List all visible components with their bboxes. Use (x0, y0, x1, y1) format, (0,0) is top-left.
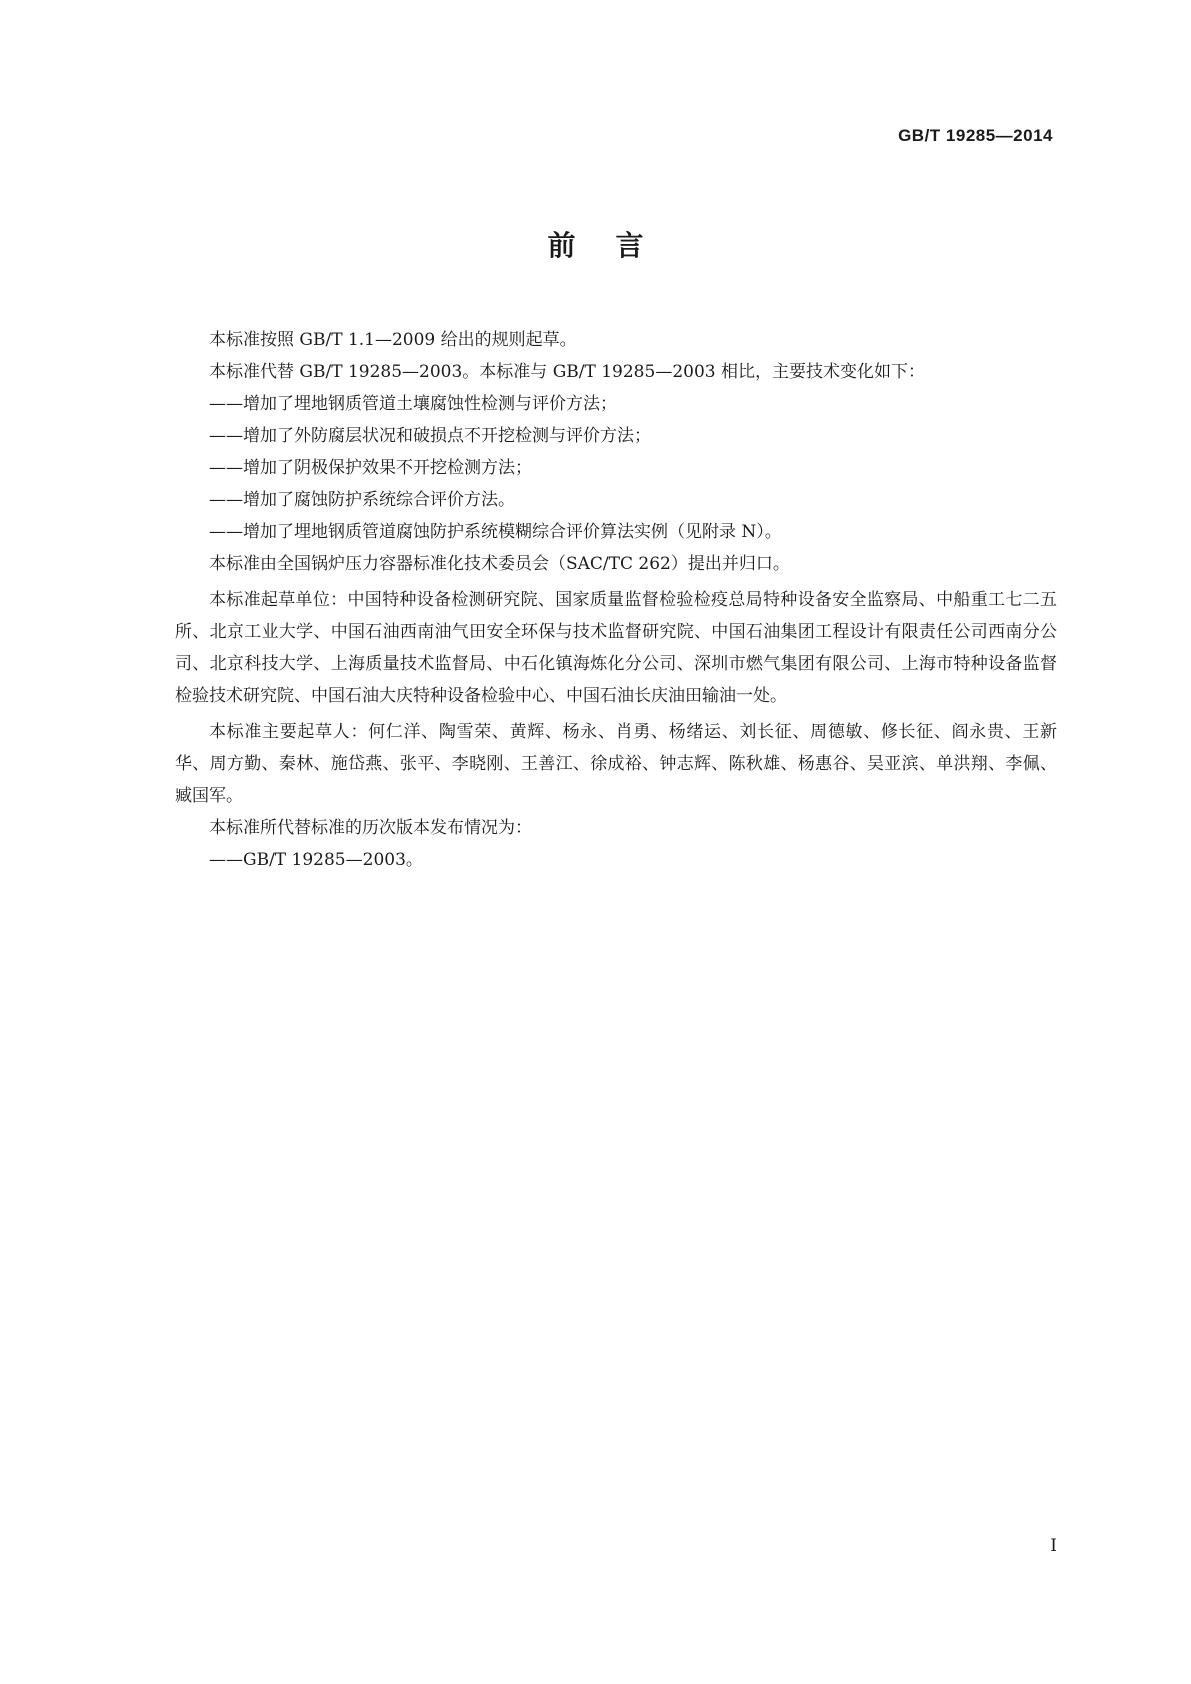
paragraph-drafters: 本标准主要起草人：何仁洋、陶雪荣、黄辉、杨永、肖勇、杨绪运、刘长征、周德敏、修长征、阎永贵、王新华、周方勤、秦林、施岱燕、张平、李晓刚、王善江、徐成裕、钟志辉、陈秋雄、杨惠谷、吴亚滨、单洪翔、李佩、臧国军。 (175, 722, 1057, 806)
foreword-body (175, 328, 1057, 880)
change-item: ——增加了外防腐层状况和破损点不开挖检测与评价方法； (209, 426, 651, 446)
paragraph-replacement: 本标准代替 GB/T 19285—2003。本标准与 GB/T 19285—2003 相比，主要技术变化如下： (209, 362, 925, 382)
paragraph-drafting-rules: 本标准按照 GB/T 1.1—2009 给出的规则起草。 (209, 330, 577, 350)
change-item: ——增加了腐蚀防护系统综合评价方法。 (209, 490, 515, 510)
paragraph-proposer: 本标准由全国锅炉压力容器标准化技术委员会（SAC/TC 262）提出并归口。 (209, 554, 790, 574)
change-item: ——增加了埋地钢质管道土壤腐蚀性检测与评价方法； (209, 394, 617, 414)
page-number: I (1050, 1536, 1057, 1556)
change-item: ——增加了埋地钢质管道腐蚀防护系统模糊综合评价算法实例（见附录 N）。 (209, 522, 782, 542)
paragraph-drafting-units: 本标准起草单位：中国特种设备检测研究院、国家质量监督检验检疫总局特种设备安全监察局、中船重工七二五所、北京工业大学、中国石油西南油气田安全环保与技术监督研究院、中国石油集团工程设计有限责任公司西南分公司、北京科技大学、上海质量技术监督局、中石化镇海炼化分公司、深圳市燃气集团有限公司、上海市特种设备监督检验技术研究院、中国石油大庆特种设备检验中心、中国石油长庆油田输油一处。 (175, 590, 1057, 706)
history-item: ——GB/T 19285—2003。 (209, 850, 423, 870)
standard-code: GB/T 19285—2014 (898, 126, 1053, 145)
paragraph-history-intro: 本标准所代替标准的历次版本发布情况为： (209, 818, 532, 838)
page-title: 前言 (547, 229, 684, 262)
change-item: ——增加了阴极保护效果不开挖检测方法； (209, 458, 532, 478)
